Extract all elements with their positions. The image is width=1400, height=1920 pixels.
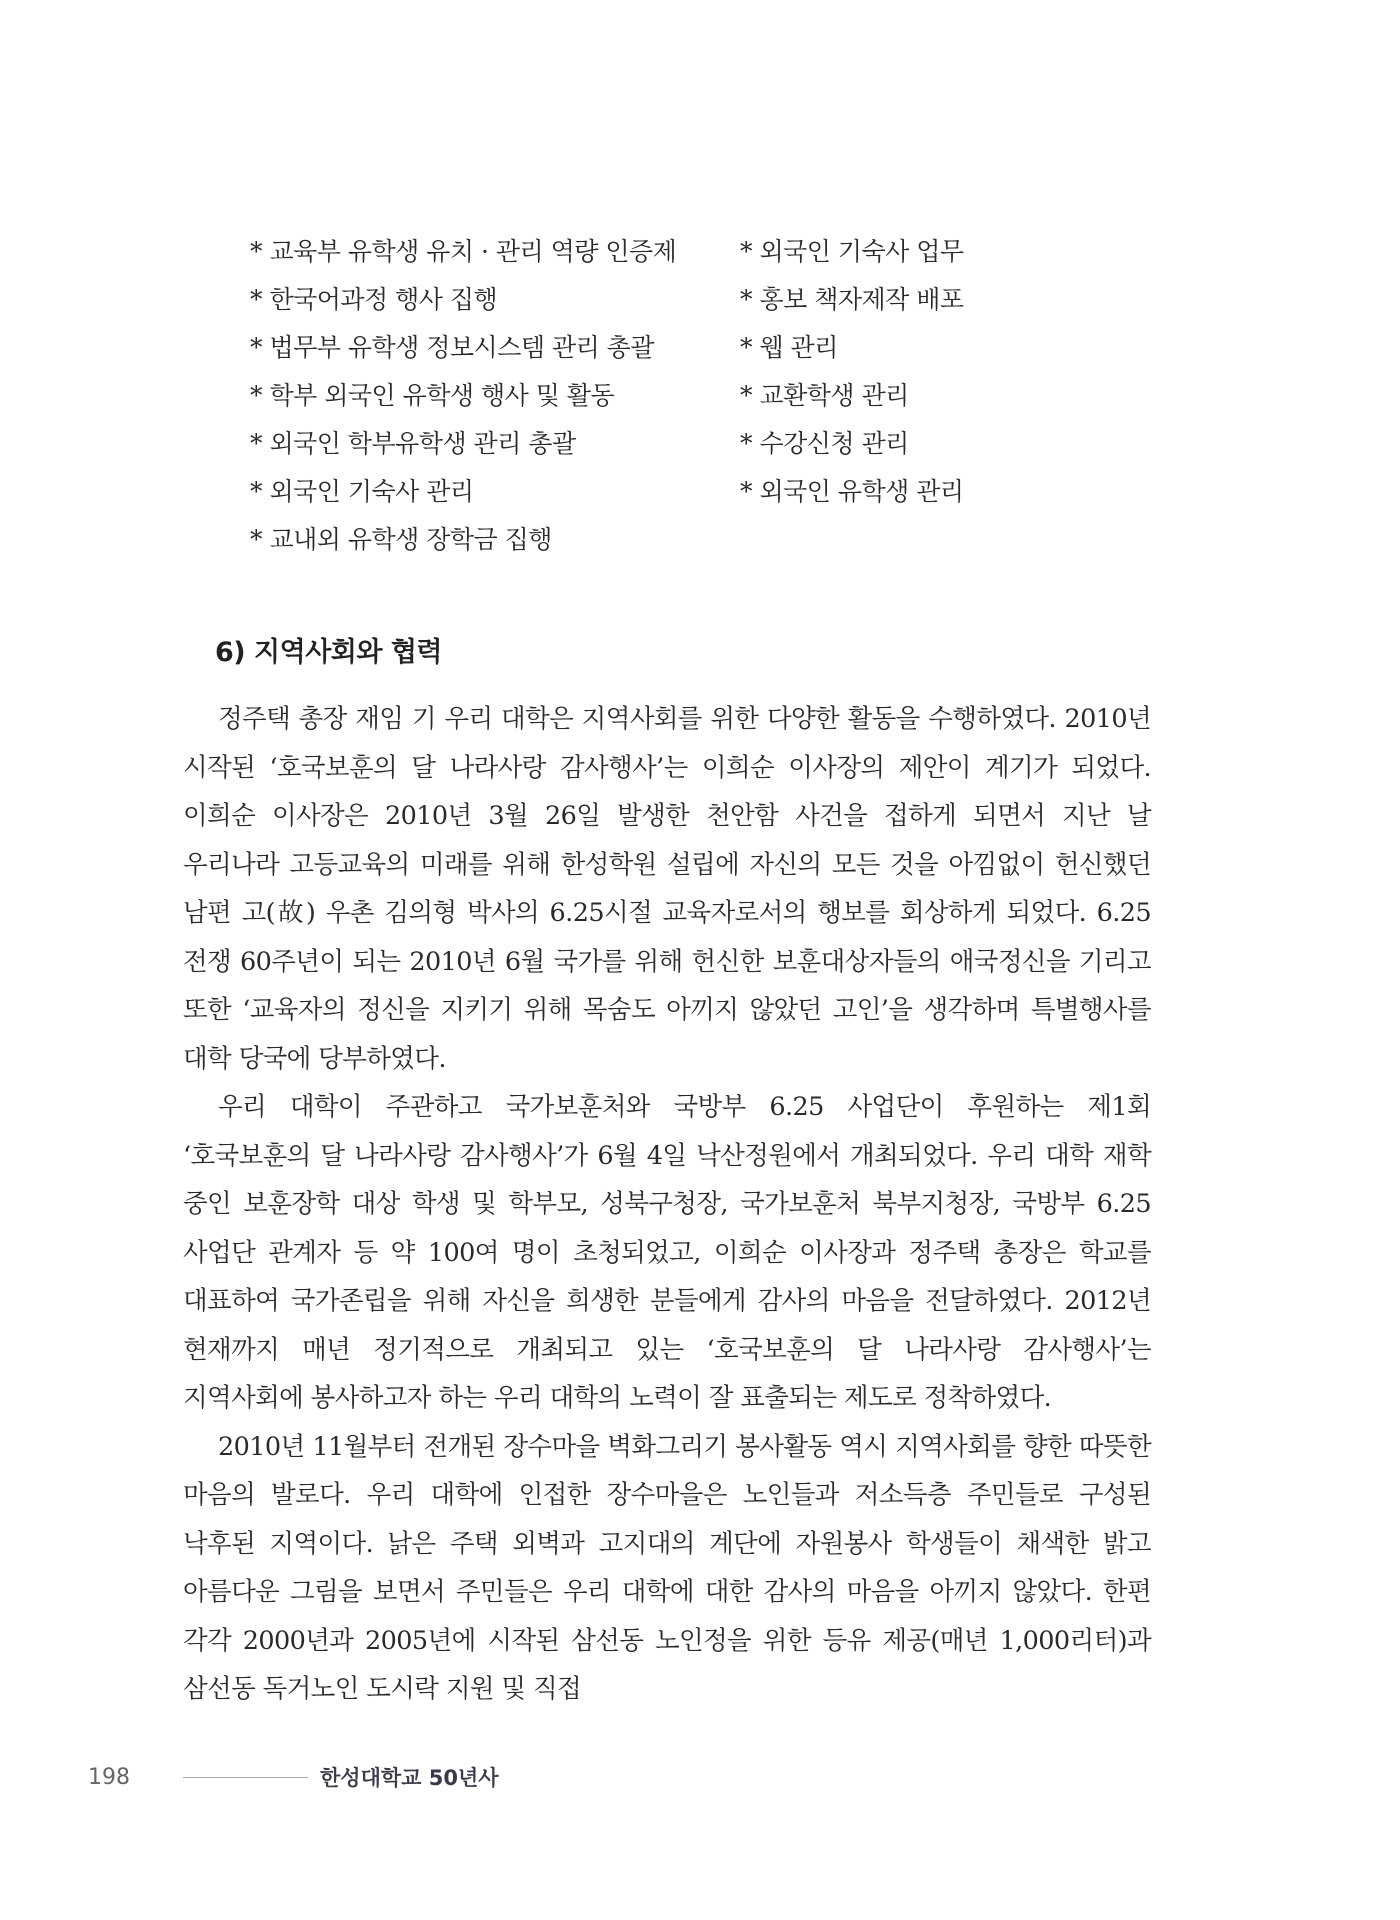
list-item: * 외국인 기숙사 관리 [250,477,474,506]
section-body [183,695,1151,1714]
list-item: * 외국인 유학생 관리 [740,477,964,506]
list-item: * 외국인 학부유학생 관리 총괄 [250,429,576,458]
list-item: * 학부 외국인 유학생 행사 및 활동 [250,381,615,410]
list-item: * 한국어과정 행사 집행 [250,285,498,314]
page-footer [88,1762,499,1792]
footer-divider [183,1777,308,1778]
list-item: * 법무부 유학생 정보시스템 관리 총괄 [250,333,654,362]
paragraph: 2010년 11월부터 전개된 장수마을 벽화그리기 봉사활동 역시 지역사회를 향한 따뜻한 마음의 발로다. 우리 대학에 인접한 장수마을은 노인들과 저소득층 주민들로 구성된 낙후된 지역이다. 낡은 주택 외벽과 고지대의 계단에 자원봉사 학생들이 채색한 밝고 아름다운 그림을 보면서 주민들은 우리 대학에 대한 감사의 마음을 아끼지 않았다. 한편 각각 2000년과 2005년에 시작된 삼선동 노인정을 위한 등유 제공(매년 1,000리터)과 삼선동 독거노인 도시락 지원 및 직접 [183,1431,1151,1704]
paragraph: 정주택 총장 재임 기 우리 대학은 지역사회를 위한 다양한 활동을 수행하였다. 2010년 시작된 ‘호국보훈의 달 나라사랑 감사행사’는 이희순 이사장의 제안이 계기가 되었다. 이희순 이사장은 2010년 3월 26일 발생한 천안함 사건을 접하게 되면서 지난 날 우리나라 고등교육의 미래를 위해 한성학원 설립에 자신의 모든 것을 아낌없이 헌신했던 남편 고(故) 우촌 김의형 박사의 6.25시절 교육자로서의 행보를 회상하게 되었다. 6.25 전쟁 60주년이 되는 2010년 6월 국가를 위해 헌신한 보훈대상자들의 애국정신을 기리고 또한 ‘교육자의 정신을 지키기 위해 목숨도 아끼지 않았던 고인’을 생각하며 특별행사를 대학 당국에 당부하였다. [183,704,1151,1074]
list-item: * 교환학생 관리 [740,381,909,410]
task-list [250,228,1150,564]
book-title: 한성대학교 50년사 [320,1766,499,1790]
list-item: * 교육부 유학생 유치 · 관리 역량 인증제 [250,237,677,266]
paragraph: 우리 대학이 주관하고 국가보훈처와 국방부 6.25 사업단이 후원하는 제1회 ‘호국보훈의 달 나라사랑 감사행사’가 6월 4일 낙산정원에서 개최되었다. 우리 대학 재학 중인 보훈장학 대상 학생 및 학부모, 성북구청장, 국가보훈처 북부지청장, 국방부 6.25 사업단 관계자 등 약 100여 명이 초청되었고, 이희순 이사장과 정주택 총장은 학교를 대표하여 국가존립을 위해 자신을 희생한 분들에게 감사의 마음을 전달하였다. 2012년 현재까지 매년 정기적으로 개최되고 있는 ‘호국보훈의 달 나라사랑 감사행사’는 지역사회에 봉사하고자 하는 우리 대학의 노력이 잘 표출되는 제도로 정착하였다. [183,1092,1151,1413]
task-list-right-column [740,228,1150,564]
list-item: * 웹 관리 [740,333,838,362]
page-number: 198 [88,1764,130,1790]
section-heading: 6) 지역사회와 협력 [215,637,442,668]
list-item: * 수강신청 관리 [740,429,909,458]
list-item: * 교내외 유학생 장학금 집행 [250,525,552,554]
list-item: * 홍보 책자제작 배포 [740,285,964,314]
task-list-left-column [250,228,740,564]
list-item: * 외국인 기숙사 업무 [740,237,964,266]
